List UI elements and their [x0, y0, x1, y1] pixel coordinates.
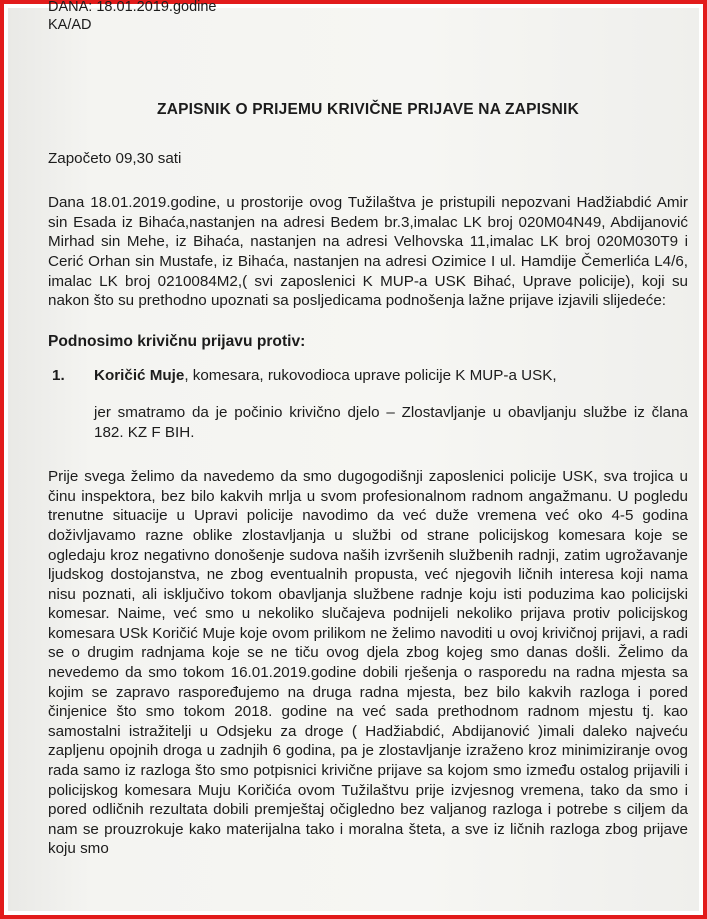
section-heading: Podnosimo krivičnu prijavu protiv:	[48, 332, 306, 350]
document-page	[48, 0, 688, 859]
accused-list-item	[48, 366, 688, 386]
start-time: Započeto 09,30 sati	[48, 149, 182, 167]
document-paper	[8, 0, 699, 911]
list-number: 1.	[52, 367, 65, 385]
intro-paragraph: Dana 18.01.2019.godine, u prostorije ovog Tužilaštva je pristupili nepozvani Hadžiabdić Amir sin Esada iz Bihaća,nastanjen na adresi Bedem br.3,imalac LK broj 020M04N49, Abdijanović Mirhad sin Mehe, iz Bihaća, nastanjen na adresi Velhovska 11,imalac LK broj 020M030T9 i Cerić Orhan sin Mustafe, iz Bihaća, nastanjen na adresi Ozimice I ul. Hamdije Čemerlića L4/6, imalac LK broj 0210084M2,( svi zaposlenici K MUP-a USK Bihać, Uprave policije), koji su nakon što su prethodno upoznati sa posljedicama podnošenja lažne prijave izjavili slijedeće:	[48, 194, 688, 310]
header-reference: KA/AD	[48, 17, 92, 33]
body-paragraph: Prije svega želimo da navedemo da smo dugogodišnji zaposlenici policije USK, sva trojica u činu inspektora, bez bilo kakvih mrlja u svom profesionalnom radnom angažmanu. U pogledu trenutne situacije u Upravi policije navodimo da već duže vremena već oko 4-5 godina doživljavamo razne oblike zlostavljanja u službi od strane policijskog komesara koje se ogledaju kroz negativno donošenje sudova naših izvršenih službenih radnji, zatim ugrožavanje ljudskog dostojanstva, ne zbog eventualnih propusta, već njegovih ličnih interesa koji nama nisu poznati, ali isključivo tokom obavljanja službene radnje koju isti poduzima kao policijski komesar. Naime, već smo u nekoliko slučajeva podnijeli nekoliko prijava protiv policijskog komesara USk Koričić Muje koje ovom prilikom ne želimo navoditi u ovoj krivičnoj prijavi, a radi se o drugim radnjama koje se ne tiču ovog djela zbog kojeg smo danas došli. Želimo da nevedemo da smo tokom 16.01.2019.godine dobili rješenja o rasporedu na radna mjesta sa kojim se zapravo raspoređujemo na druga radna mjesta, bez bilo kakvih razloga i pored činjenice što smo tokom 2018. godine na već sada prethodnom radnom mjestu tj. kao samostalni istražitelji u Odsjeku za droge ( Hadžiabdić, Abdijanović )imali daleko najveću zapljenu opojnih droga u zadnjih 6 godina, pa je zlostavljanje izraženo kroz minimiziranje ovog rada samo iz razloga što smo potpisnici krivične prijave sa kojom smo između ostalog prijavili i policijskog komesara Muju Koričića ovom Tužilaštvu prije izvjesnog vremena, tako da smo i pored odličnih rezultata dobili premještaj očigledno bez valjanog razloga i potrebe s ciljem da nam se prouzrokuje kako materijalna tako i moralna šteta, a sve iz ličnih razloga zbog prijave koju smo	[48, 468, 688, 858]
document-title: ZAPISNIK O PRIJEMU KRIVIČNE PRIJAVE NA ZAPISNIK	[157, 101, 579, 118]
accused-name: Koričić Muje	[94, 367, 185, 385]
header-date: DANA: 18.01.2019.godine	[48, 0, 217, 15]
accused-role: , komesara, rukovodioca uprave policije K MUP-a USK,	[184, 367, 557, 385]
offense-description: jer smatramo da je počinio krivično djelo – Zlostavljanje u obavljanju službe iz člana 182. KZ F BIH.	[94, 403, 688, 441]
